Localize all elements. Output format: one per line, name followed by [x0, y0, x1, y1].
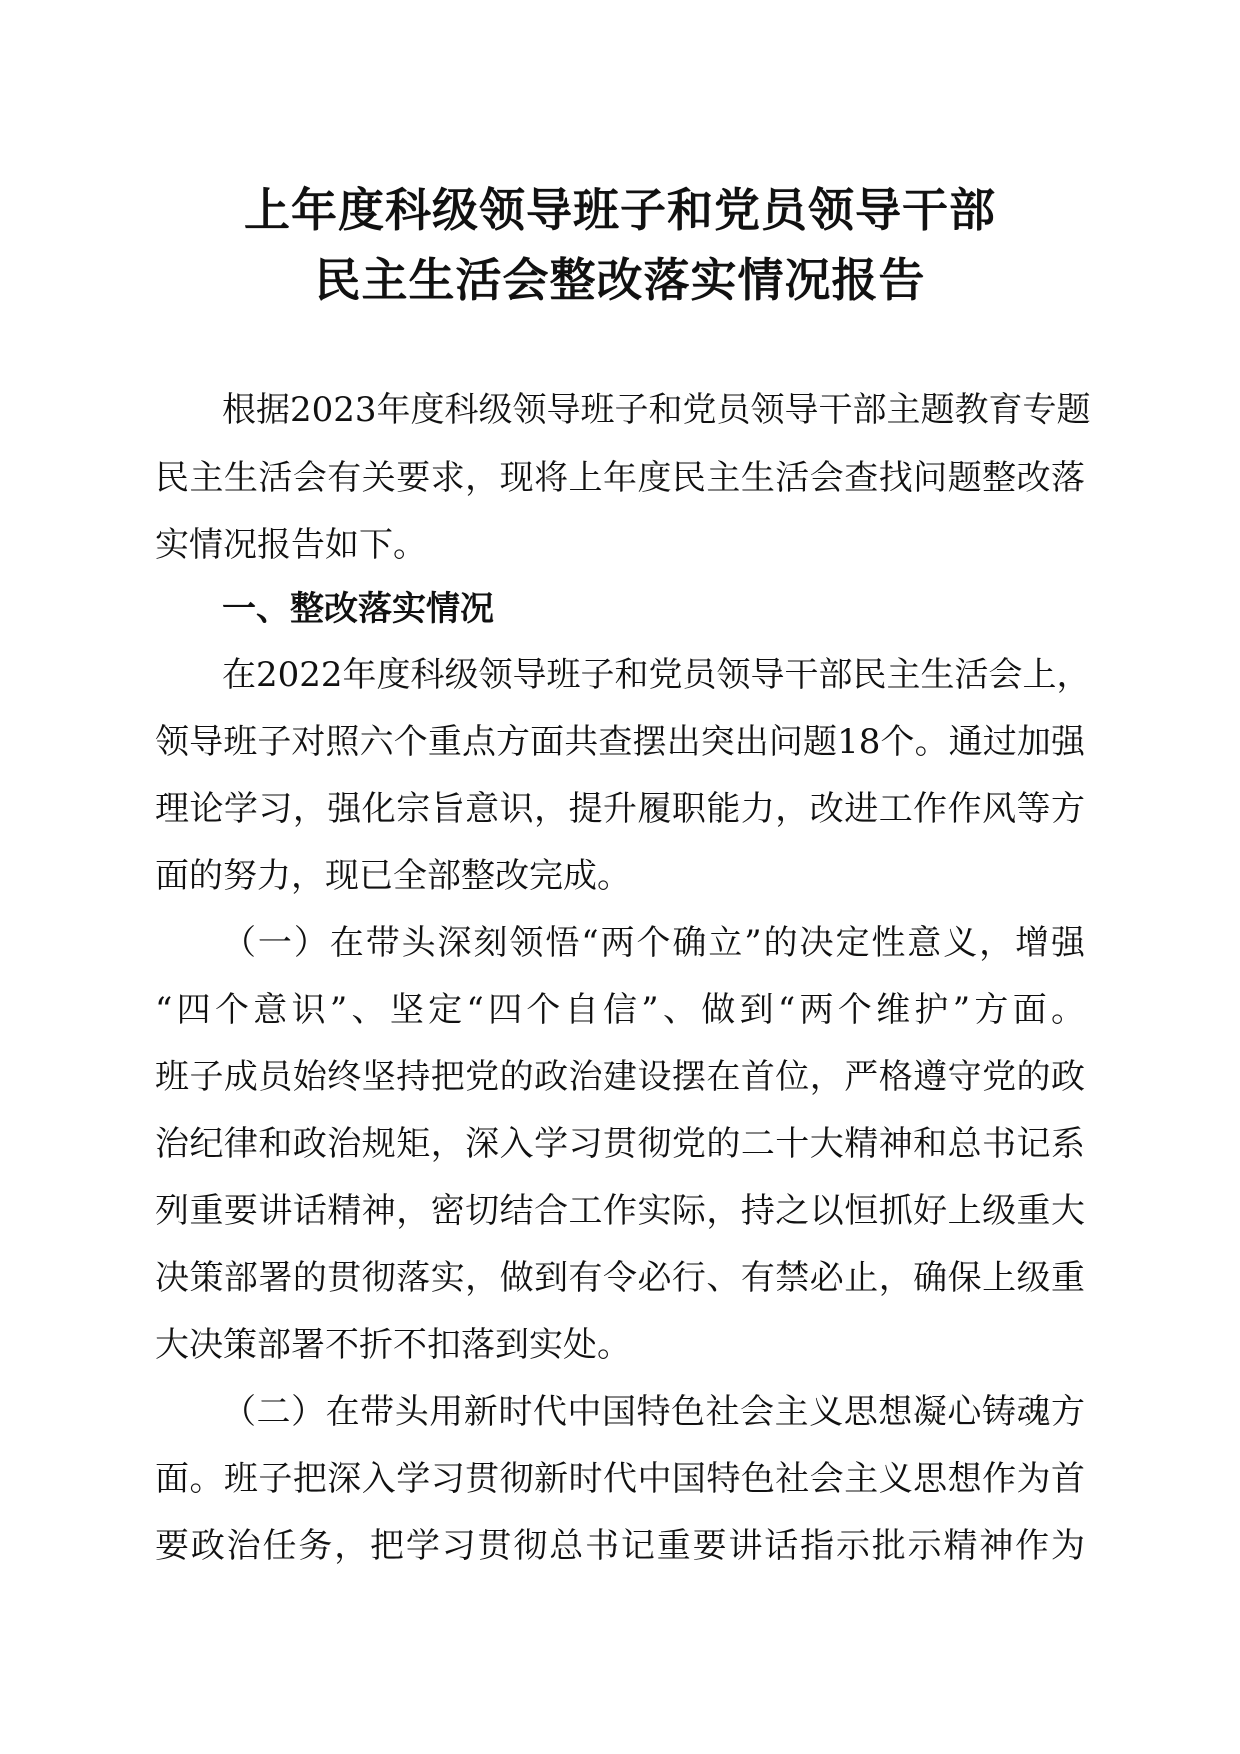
- section1-line-3: 理论学习，强化宗旨意识，提升履职能力，改进工作作风等方: [155, 789, 1085, 829]
- section1-line-2: 领导班子对照六个重点方面共查摆出突出问题18个。通过加强: [155, 722, 1085, 762]
- item1-line-5: 列重要讲话精神，密切结合工作实际，持之以恒抓好上级重大: [155, 1191, 1085, 1231]
- intro-line-2: 民主生活会有关要求，现将上年度民主生活会查找问题整改落: [155, 458, 1085, 498]
- item1-line-7: 大决策部署不折不扣落到实处。: [155, 1325, 631, 1365]
- item2-line-2: 面。班子把深入学习贯彻新时代中国特色社会主义思想作为首: [155, 1459, 1085, 1499]
- item1-line-6: 决策部署的贯彻落实，做到有令必行、有禁必止，确保上级重: [155, 1258, 1085, 1298]
- item1-line-2: “四个意识”、坚定“四个自信”、做到“两个维护”方面。: [155, 990, 1085, 1030]
- item2-line-1: （二）在带头用新时代中国特色社会主义思想凝心铸魂方: [222, 1392, 1085, 1432]
- document-title-line-2: 民主生活会整改落实情况报告: [314, 253, 926, 307]
- intro-line-1: 根据2023年度科级领导班子和党员领导干部主题教育专题: [222, 390, 1091, 430]
- section-heading: 一、整改落实情况: [222, 589, 494, 629]
- section1-line-4: 面的努力，现已全部整改完成。: [155, 856, 631, 896]
- section1-line-1: 在2022年度科级领导班子和党员领导干部民主生活会上，: [222, 655, 1091, 695]
- intro-line-3: 实情况报告如下。: [155, 525, 427, 565]
- item1-line-3: 班子成员始终坚持把党的政治建设摆在首位，严格遵守党的政: [155, 1057, 1085, 1097]
- item1-line-4: 治纪律和政治规矩，深入学习贯彻党的二十大精神和总书记系: [155, 1124, 1085, 1164]
- item1-line-1: （一）在带头深刻领悟“两个确立”的决定性意义，增强: [222, 923, 1085, 963]
- document-title-line-1: 上年度科级领导班子和党员领导干部: [244, 183, 996, 237]
- item2-line-3: 要政治任务，把学习贯彻总书记重要讲话指示批示精神作为: [155, 1526, 1085, 1566]
